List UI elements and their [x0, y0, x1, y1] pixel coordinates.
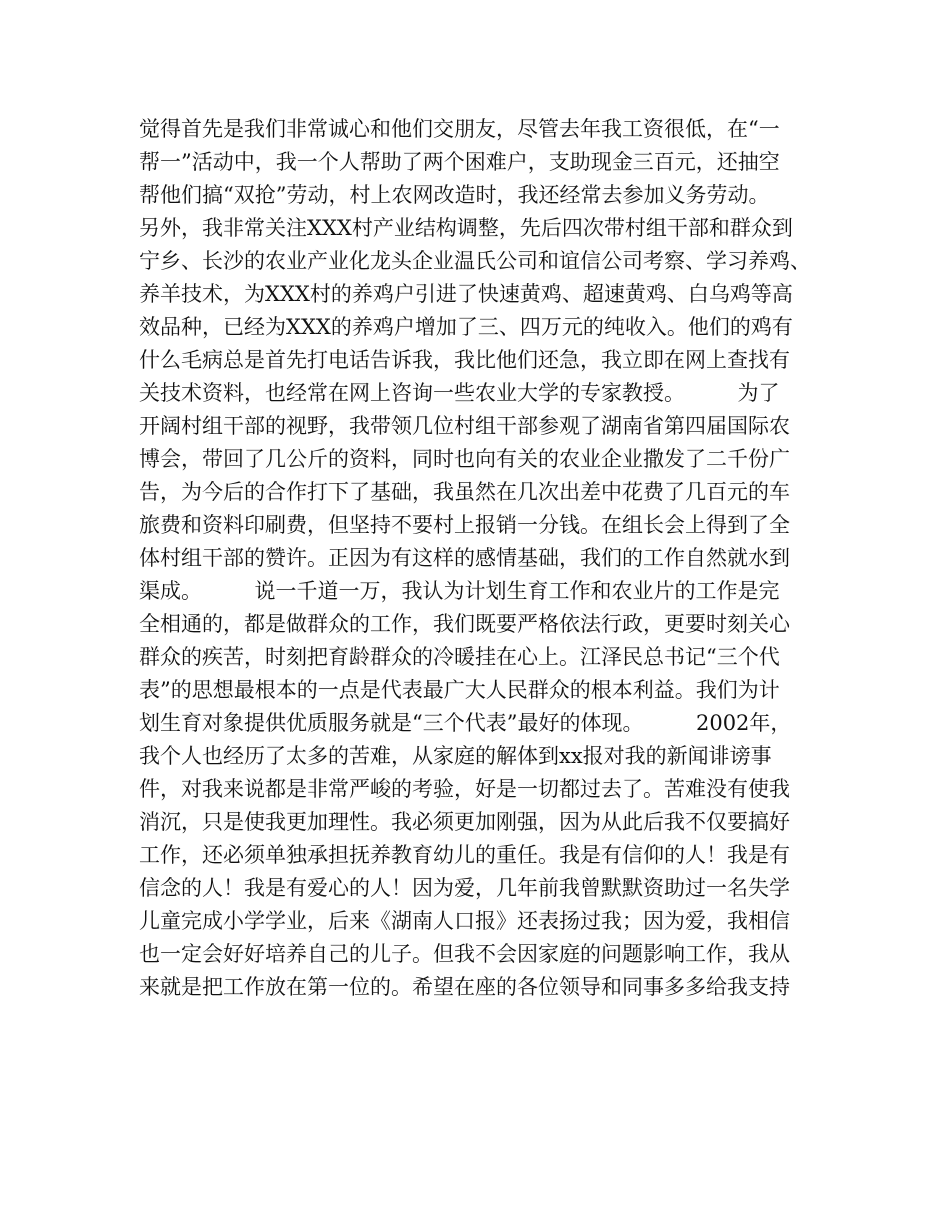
text-line: 也一定会好好培养自己的儿子。但我不会因家庭的问题影响工作，我从	[139, 942, 790, 966]
text-line: 开阔村组干部的视野，我带领几位村组干部参观了湖南省第四届国际农	[139, 414, 790, 438]
text-line: 博会，带回了几公斤的资料，同时也向有关的农业企业撒发了二千份广	[139, 447, 790, 471]
text-line: 群众的疾苦，时刻把育龄群众的冷暖挂在心上。江泽民总书记“三个代	[139, 645, 780, 669]
text-line: 旅费和资料印刷费，但坚持不要村上报销一分钱。在组长会上得到了全	[139, 513, 790, 537]
text-line: 帮他们搞“双抢”劳动，村上农网改造时，我还经常去参加义务劳动。	[139, 183, 770, 207]
text-line: 儿童完成小学学业，后来《湖南人口报》还表扬过我；因为爱，我相信	[139, 909, 790, 933]
text-line: 表”的思想最根本的一点是代表最广大人民群众的根本利益。我们为计	[139, 678, 780, 702]
text-line: 什么毛病总是首先打电话告诉我，我比他们还急，我立即在网上查找有	[139, 348, 790, 372]
text-line: 划生育对象提供优质服务就是“三个代表”最好的体现。 2002年，	[139, 711, 792, 735]
text-line: 全相通的，都是做群众的工作，我们既要严格依法行政，更要时刻关心	[139, 612, 790, 636]
text-line: 效品种，已经为XXX的养鸡户增加了三、四万元的纯收入。他们的鸡有	[139, 315, 793, 339]
text-line: 我个人也经历了太多的苦难，从家庭的解体到xx报对我的新闻诽谤事	[139, 744, 772, 768]
text-line: 来就是把工作放在第一位的。希望在座的各位领导和同事多多给我支持	[139, 975, 790, 999]
text-line: 信念的人！我是有爱心的人！因为爱，几年前我曾默默资助过一名失学	[139, 876, 790, 900]
text-line: 件，对我来说都是非常严峻的考验，好是一切都过去了。苦难没有使我	[139, 777, 790, 801]
text-line: 另外，我非常关注XXX村产业结构调整，先后四次带村组干部和群众到	[139, 216, 793, 240]
text-line: 帮一”活动中，我一个人帮助了两个困难户，支助现金三百元，还抽空	[139, 150, 780, 174]
text-line: 消沉，只是使我更加理性。我必须更加刚强，因为从此后我不仅要搞好	[139, 810, 790, 834]
text-line: 渠成。 说一千道一万，我认为计划生育工作和农业片的工作是完	[139, 579, 780, 603]
text-line: 工作，还必须单独承担抚养教育幼儿的重任。我是有信仰的人！我是有	[139, 843, 790, 867]
body-text	[139, 113, 839, 1004]
text-line: 养羊技术，为XXX村的养鸡户引进了快速黄鸡、超速黄鸡、白乌鸡等高	[139, 282, 793, 306]
text-line: 体村组干部的赞许。正因为有这样的感情基础，我们的工作自然就水到	[139, 546, 790, 570]
text-line: 宁乡、长沙的农业产业化龙头企业温氏公司和谊信公司考察、学习养鸡、	[139, 249, 811, 273]
text-line: 关技术资料，也经常在网上咨询一些农业大学的专家教授。 为了	[139, 381, 780, 405]
text-line: 告，为今后的合作打下了基础，我虽然在几次出差中花费了几百元的车	[139, 480, 790, 504]
text-line: 觉得首先是我们非常诚心和他们交朋友，尽管去年我工资很低，在“一	[139, 117, 780, 141]
